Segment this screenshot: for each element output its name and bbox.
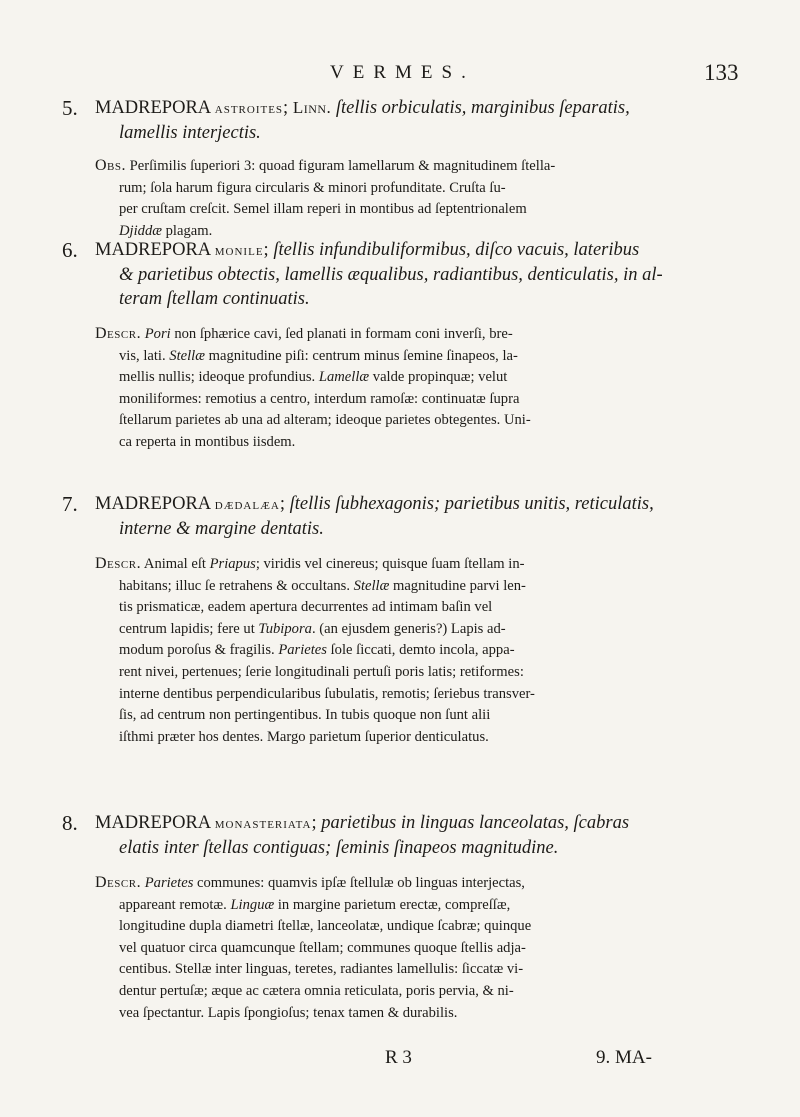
entry-description [95, 323, 741, 454]
text-line: iſthmi præter hos dentes. Margo parietum ſuperior denticulatus. [119, 728, 489, 745]
entry-8 [62, 811, 741, 1024]
text-line: tis prismaticæ, eadem apertura decurrentes ad intimam baſin vel [119, 599, 493, 616]
running-head [0, 50, 800, 90]
text-line: modum poroſus & fragilis. Parietes ſole ſiccati, demto incola, appa- [119, 642, 515, 659]
heading-line: & parietibus obtectis, lamellis æqualibus, radiantibus, denticulatis, in al- [119, 265, 663, 285]
text-line: centrum lapidis; fere ut Tubipora. (an ejusdem generis?) Lapis ad- [119, 620, 506, 637]
text-line: mellis nullis; ideoque profundius. Lamellæ valde propinquæ; velut [119, 369, 508, 386]
text-line: ca reperta in montibus iisdem. [119, 433, 296, 450]
text-line: vis, lati. Stellæ magnitudine piſi: centrum minus ſemine ſinapeos, la- [119, 347, 518, 364]
entry-description [95, 872, 741, 1024]
text-line: Obs. Perſimilis ſuperiori 3: quoad figuram lamellarum & magnitudinem ſtella- [95, 157, 556, 174]
heading-line: MADREPORA dædalæa; ſtellis ſubhexagonis; parietibus unitis, reticulatis, [95, 494, 654, 514]
heading-line: teram ſtellam continuatis. [119, 289, 310, 309]
heading-line: MADREPORA astroites; Linn. ſtellis orbiculatis, marginibus ſeparatis, [95, 98, 630, 118]
entry-number: 7. [62, 492, 78, 516]
text-line: longitudine dupla diametri ſtellæ, lanceolatæ, undique ſcabræ; quinque [119, 918, 532, 935]
text-line: Descr. Pori non ſphærice cavi, ſed planati in formam coni inverſi, bre- [95, 325, 513, 342]
entry-number: 6. [62, 238, 78, 262]
entry-description [95, 553, 741, 748]
heading-line: MADREPORA monasteriata; parietibus in linguas lanceolatas, ſcabras [95, 813, 630, 833]
text-line: vel quatuor circa quamcunque ſtellam; communes quoque ſtellis adja- [119, 939, 526, 956]
text-line: Djiddæ plagam. [119, 222, 213, 239]
heading-line: lamellis interjectis. [119, 123, 261, 143]
text-line: Descr. Animal eſt Priapus; viridis vel cinereus; quisque ſuam ſtellam in- [95, 555, 525, 572]
entry-number: 5. [62, 96, 78, 120]
page-footer [0, 1047, 800, 1077]
entry-number: 8. [62, 811, 78, 835]
entry-5 [62, 96, 741, 242]
entry-heading [95, 238, 741, 311]
text-line: centibus. Stellæ inter linguas, teretes, radiantes lamellulis: ſiccatæ vi- [119, 961, 524, 978]
text-line: ſis, ad centrum non pertingentibus. In tubis quoque non ſunt alii [119, 707, 491, 724]
entry-heading [95, 811, 741, 860]
running-head-title: VERMES. [330, 62, 475, 83]
signature-mark: R 3 [385, 1047, 412, 1068]
entry-heading [95, 96, 741, 145]
entry-observation [95, 155, 741, 242]
text-line: interne dentibus perpendicularibus ſubulatis, remotis; ſeriebus transver- [119, 685, 535, 702]
entry-heading [95, 492, 741, 541]
heading-line: interne & margine dentatis. [119, 519, 324, 539]
catchword: 9. MA- [596, 1047, 652, 1068]
text-line: dentur pertuſæ; æque ac cætera omnia reticulata, poris pervia, & ni- [119, 982, 514, 999]
text-line: habitans; illuc ſe retrahens & occultans. Stellæ magnitudine parvi len- [119, 577, 526, 594]
text-line: Descr. Parietes communes: quamvis ipſæ ſtellulæ ob linguas interjectas, [95, 874, 525, 891]
heading-line: elatis inter ſtellas contiguas; ſeminis ſinapeos magnitudine. [119, 838, 559, 858]
text-line: vea ſpectantur. Lapis ſpongioſus; tenax tamen & durabilis. [119, 1004, 458, 1021]
text-line: rent nivei, pertenues; ſerie longitudinali pertuſi poris latis; retiformes: [119, 663, 524, 680]
text-line: per cruſtam creſcit. Semel illam reperi in montibus ad ſeptentrionalem [119, 201, 527, 218]
text-line: appareant remotæ. Linguæ in margine parietum erectæ, compreſſæ, [119, 896, 511, 913]
text-line: moniliformes: remotius a centro, interdum ramoſæ: continuatæ ſupra [119, 390, 520, 407]
entry-6 [62, 238, 741, 454]
heading-line: MADREPORA monile; ſtellis infundibuliformibus, diſco vacuis, lateribus [95, 240, 640, 260]
entry-7 [62, 492, 741, 748]
page-number: 133 [704, 60, 739, 85]
text-line: ſtellarum parietes ab una ad alteram; ideoque parietes obtegentes. Uni- [119, 412, 531, 429]
text-line: rum; ſola harum figura circularis & minori profunditate. Cruſta ſu- [119, 179, 506, 196]
